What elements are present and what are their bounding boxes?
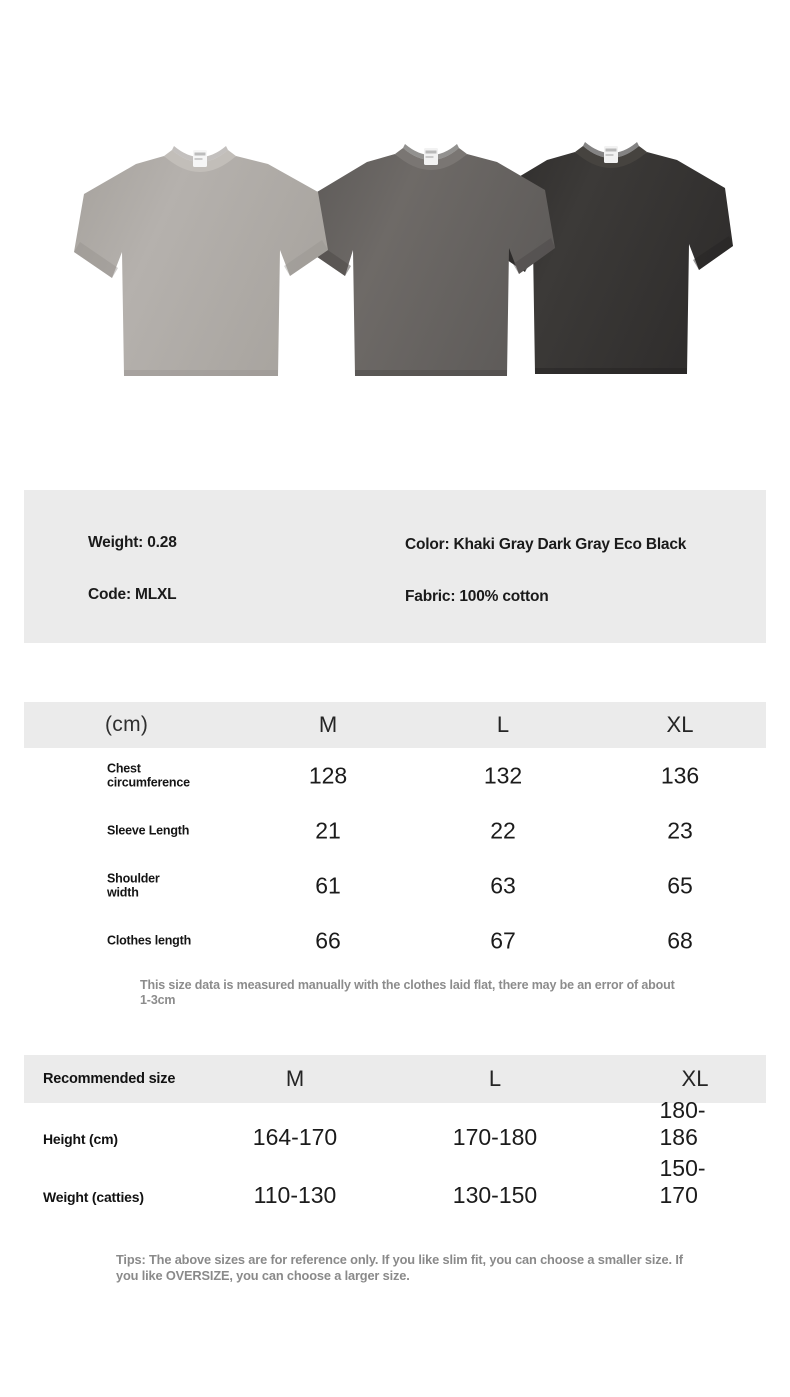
cell-shoulder-xl: 65: [667, 872, 693, 898]
row-label-line2: width: [107, 885, 139, 900]
cell-weight-m: 110-130: [253, 1182, 337, 1208]
cell-height-l: 170-180: [452, 1124, 538, 1150]
size-table-body: [24, 748, 766, 968]
measurement-disclaimer: This size data is measured manually with the clothes laid flat, there may be an error of about 1-3cm: [140, 978, 675, 1008]
cell-height-m: 164-170: [252, 1124, 338, 1150]
table-row: [24, 748, 766, 803]
row-label-weight: Weight (catties): [43, 1189, 144, 1205]
size-column-header-xl: XL: [666, 712, 694, 737]
info-weight: Weight: 0.28: [88, 534, 177, 551]
khaki-gray-tshirt: [72, 140, 330, 385]
size-table-unit-label: (cm): [105, 713, 149, 736]
size-column-header-l: L: [496, 712, 510, 737]
recommended-column-header-l: L: [488, 1066, 502, 1091]
recommended-column-header-xl: XL: [681, 1066, 709, 1091]
row-label-shoulder: [107, 871, 160, 901]
recommended-size-table: [24, 1055, 766, 1233]
cell-sleeve-m: 21: [315, 817, 341, 843]
info-color: Color: Khaki Gray Dark Gray Eco Black: [405, 536, 687, 553]
cell-length-m: 66: [315, 927, 341, 953]
product-info-panel: [24, 490, 766, 643]
size-column-header-m: M: [318, 712, 338, 737]
table-row: [24, 1155, 766, 1219]
recommended-size-title: Recommended size: [43, 1071, 176, 1087]
size-measurement-table: [24, 702, 766, 968]
cell-chest-xl: 136: [660, 762, 700, 788]
row-label-chest: [107, 761, 190, 791]
cell-chest-m: 128: [308, 762, 348, 788]
cell-weight-l: 130-150: [452, 1182, 538, 1208]
table-row: [24, 803, 766, 858]
row-label-line2: circumference: [107, 775, 190, 790]
table-row: [24, 913, 766, 968]
recommended-table-body: [24, 1097, 766, 1233]
cell-shoulder-l: 63: [490, 872, 516, 898]
cell-sleeve-l: 22: [490, 817, 516, 843]
dark-gray-tshirt: [305, 138, 557, 386]
cell-sleeve-xl: 23: [667, 817, 693, 843]
cell-weight-xl: 150-170: [659, 1155, 706, 1208]
cell-length-xl: 68: [667, 927, 693, 953]
cell-height-xl: 180-186: [659, 1097, 706, 1150]
row-label-line1: Chest: [107, 760, 141, 775]
row-label-line1: Shoulder: [107, 870, 160, 885]
cell-shoulder-m: 61: [315, 872, 341, 898]
table-row: [24, 1097, 766, 1161]
table-row: [24, 858, 766, 913]
row-label-clothes-length: Clothes length: [107, 933, 192, 948]
recommended-table-header: [24, 1055, 766, 1103]
info-code: Code: MLXL: [88, 586, 177, 603]
sizing-tips: Tips: The above sizes are for reference only. If you like slim fit, you can choose a smaller size. If you like OVERSIZE, you can choose a larger size.: [116, 1252, 683, 1284]
cell-chest-l: 132: [483, 762, 523, 788]
row-label-sleeve: Sleeve Length: [107, 823, 190, 838]
recommended-column-header-m: M: [285, 1066, 305, 1091]
info-fabric: Fabric: 100% cotton: [405, 588, 549, 605]
product-photo: [0, 0, 790, 470]
size-table-header: [24, 702, 766, 748]
cell-length-l: 67: [490, 927, 516, 953]
row-label-height: Height (cm): [43, 1131, 118, 1147]
